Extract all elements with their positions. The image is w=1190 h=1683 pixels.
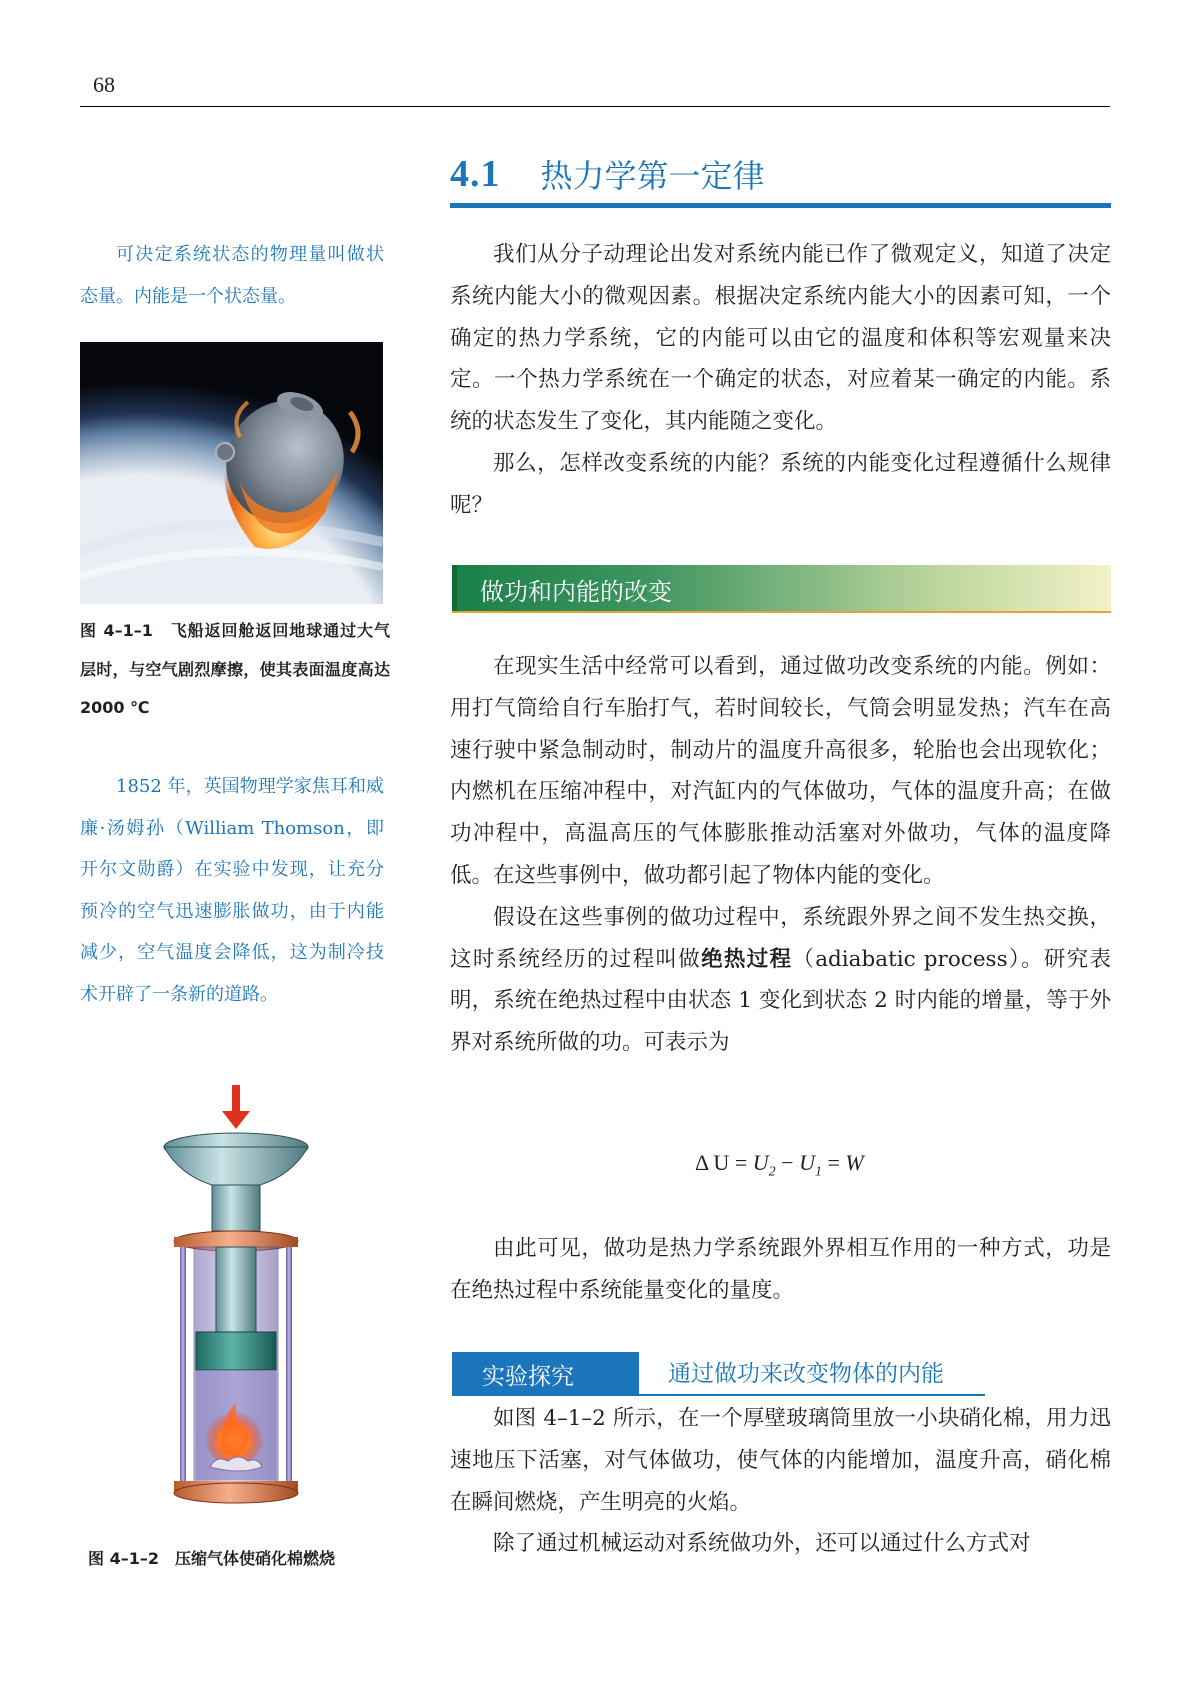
experiment-rule [452, 1394, 985, 1396]
experiment-paragraph: 除了通过机械运动对系统做功外，还可以通过什么方式对 [493, 1531, 1031, 1557]
subsection-paragraph: 假设在这些事例的做功过程中，系统跟外界之间不发生热交换，这时系统经历的过程叫做绝热过程（adiabatic process）。研究表明，系统在绝热过程中由状态 1 变化到状态 2 时内能的增量，等于外界对系统所做的功。可表示为 [450, 904, 1111, 1056]
experiment-tag [452, 1352, 639, 1394]
conclusion-text [450, 1228, 1111, 1312]
conclusion-paragraph: 由此可见，做功是热力学系统跟外界相互作用的一种方式，功是在绝热过程中系统能量变化的量度。 [450, 1236, 1111, 1303]
figure-4-1-2-caption: 图 4–1–2 压缩气体使硝化棉燃烧 [88, 1549, 335, 1568]
experiment-body [450, 1398, 1111, 1565]
intro-paragraph: 我们从分子动理论出发对系统内能已作了微观定义，知道了决定系统内能大小的微观因素。根据决定系统内能大小的因素可知，一个确定的热力学系统，它的内能可以由它的温度和体积等宏观量来决定。一个热力学系统在一个确定的状态，对应着某一确定的内能。系统的状态发生了变化，其内能随之变化。 [450, 242, 1111, 435]
subsection-heading [452, 565, 1111, 611]
experiment-title: 通过做功来改变物体的内能 [668, 1361, 944, 1387]
subsection-paragraph: 在现实生活中经常可以看到，通过做功改变系统的内能。例如：用打气筒给自行车胎打气，若时间较长，气筒会明显发热；汽车在高速行驶中紧急制动时，制动片的温度升高很多，轮胎也会出现软化；内燃机在压缩冲程中，对汽缸内的气体做功，气体的温度升高；在做功冲程中，高温高压的气体膨胀推动活塞对外做功，气体的温度降低。在这些事例中，做功都引起了物体内能的变化。 [450, 654, 1111, 888]
down-arrow-icon [232, 1085, 240, 1113]
side-note-state-quantity: 可决定系统状态的物理量叫做状态量。内能是一个状态量。 [80, 244, 384, 307]
section-name: 热力学第一定律 [540, 157, 765, 195]
page-number: 68 [93, 72, 115, 97]
intro-text [450, 234, 1111, 527]
figure-4-1-1-caption: 图 4–1–1 飞船返回舱返回地球通过大气层时，与空气剧烈摩擦，使其表面温度高达 2000 ℃ [80, 621, 390, 717]
side-note-joule-thomson: 1852 年，英国物理学家焦耳和威廉·汤姆孙（William Thomson，即开尔文勋爵）在实验中发现，让充分预冷的空气迅速膨胀做功，由于内能减少，空气温度会降低，这为制冷技术开辟了一条新的道路。 [80, 776, 384, 1005]
title-rule [450, 203, 1111, 208]
section-title [450, 152, 765, 196]
intro-paragraph: 那么，怎样改变系统的内能？系统的内能变化过程遵循什么规律呢？ [450, 450, 1111, 518]
key-term: 绝热过程 [701, 946, 793, 972]
compression-apparatus-figure [150, 1085, 370, 1515]
header-rule [80, 106, 1110, 107]
reentry-capsule-photo [80, 342, 383, 604]
section-number: 4.1 [450, 153, 501, 195]
subsection-heading-label: 做功和内能的改变 [480, 578, 672, 606]
experiment-paragraph: 如图 4–1–2 所示，在一个厚壁玻璃筒里放一小块硝化棉，用力迅速地压下活塞，对气体做功，使气体的内能增加，温度升高，硝化棉在瞬间燃烧，产生明亮的火焰。 [450, 1406, 1111, 1515]
first-law-formula: Δ $U = U_2 - U_1 = W$ [695, 1150, 864, 1180]
experiment-tag-label: 实验探究 [482, 1364, 574, 1390]
subsection-body [450, 646, 1111, 1064]
